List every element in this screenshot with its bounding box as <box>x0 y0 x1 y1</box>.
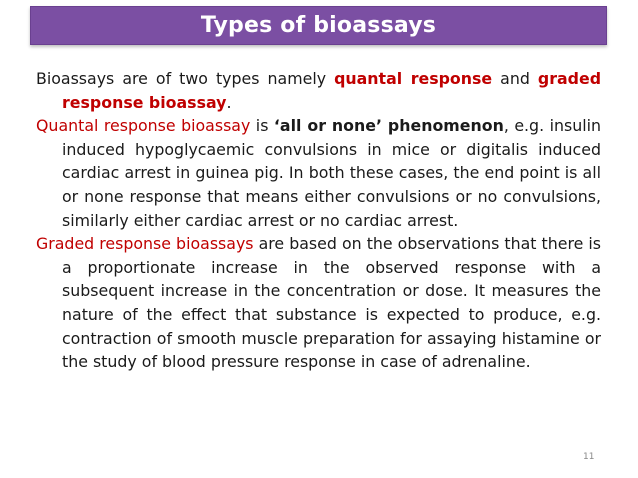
para1-text-3: and <box>492 69 538 88</box>
slide-body <box>36 67 601 374</box>
paragraph-types <box>36 67 601 114</box>
term-graded-response-bioassays: Graded response bioassays <box>36 234 254 254</box>
title-bar <box>30 6 607 45</box>
paragraph-graded <box>36 232 601 374</box>
term-quantal-response: quantal response <box>334 69 493 88</box>
term-graded-response-bioassay: graded response bioassay <box>62 69 602 112</box>
term-quantal-response-bioassay: Quantal response bioassay <box>36 116 251 136</box>
para3-text-2: are based on the observations that there is a proportionate increase in the observed response with a subsequent increase in the concentration or dose. It measures the nature of the effect that substance is expected to produce, e.g. contraction of smooth muscle preparation for assaying histamine or the study of blood pressure response in case of adrenaline. <box>62 234 601 372</box>
para1-text-5: . <box>226 92 232 112</box>
slide-title: Types of bioassays <box>200 13 437 38</box>
para1-text-1: Bioassays are of two types namely <box>36 69 335 88</box>
page-number: 11 <box>583 452 595 462</box>
paragraph-quantal <box>36 114 601 232</box>
para2-text-4: , e.g. insulin induced hypoglycaemic convulsions in mice or digitalis induced cardiac arrest in guinea pig. In both these cases, the end point is all or none response that means either convulsions or no convulsions, similarly either cardiac arrest or no cardiac arrest. <box>62 116 602 230</box>
para2-text-2: is <box>250 116 274 136</box>
term-all-or-none: ‘all or none’ phenomenon <box>273 116 504 136</box>
